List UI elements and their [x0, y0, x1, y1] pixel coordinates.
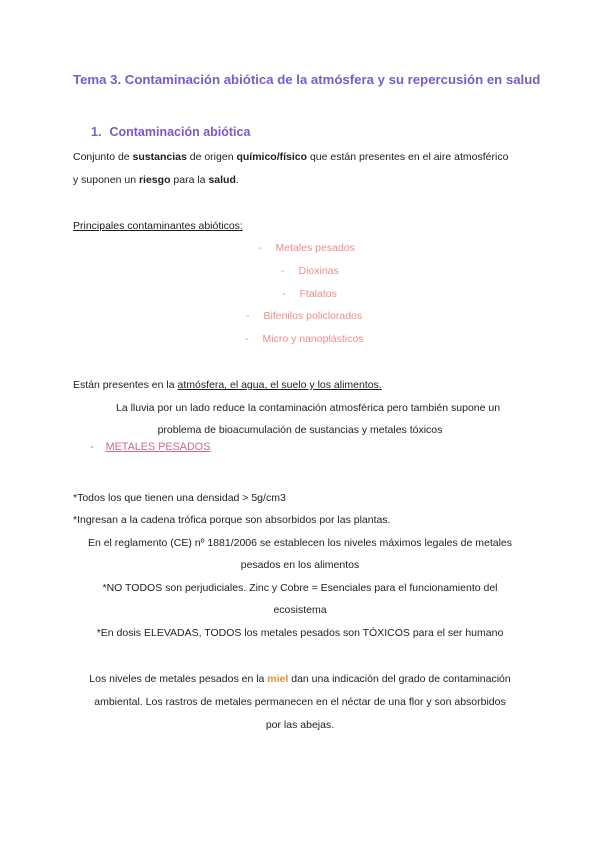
item-text: Micro y nanoplásticos	[262, 333, 364, 345]
dash: -	[90, 441, 94, 453]
list-item	[245, 333, 363, 345]
bold-quimico-fisico: químico/físico	[236, 151, 308, 163]
dash: -	[282, 288, 286, 300]
page-title: Tema 3. Contaminación abiótica de la atmósfera y su repercusión en salud	[73, 72, 541, 87]
metals-doses: *En dosis ELEVADAS, TODOS los metales pesados son TÓXICOS para el ser humano	[96, 627, 504, 639]
text-run: Están presentes en la	[73, 379, 178, 391]
intro-line-1	[73, 151, 508, 163]
list-item	[258, 242, 355, 254]
dash: -	[245, 333, 249, 345]
item-text: Dioxinas	[298, 265, 339, 277]
section-title: Contaminación abiótica	[109, 125, 251, 139]
text-run: para la	[170, 174, 209, 186]
metals-notall-2: ecosistema	[273, 604, 327, 616]
metals-density: *Todos los que tienen una densidad > 5g/cm3	[73, 492, 286, 504]
list-item	[282, 288, 337, 300]
honey-line-3: por las abejas.	[265, 719, 335, 731]
highlight-miel: miel	[267, 673, 289, 685]
section-heading	[91, 125, 250, 139]
text-run: dan una indicación del grado de contaminación	[288, 673, 511, 685]
metals-regulation-1: En el reglamento (CE) nº 1881/2006 se establecen los niveles máximos legales de metales	[87, 537, 513, 549]
item-text: Metales pesados	[275, 242, 355, 254]
text-run: .	[235, 174, 239, 186]
underlined-media: atmósfera, el agua, el suelo y los alimentos.	[177, 379, 382, 391]
item-text: Ftalatos	[299, 288, 337, 300]
bold-riesgo: riesgo	[138, 174, 171, 186]
text-run: Los niveles de metales pesados en la	[89, 673, 268, 685]
metals-heading-text: METALES PESADOS	[105, 441, 211, 453]
text-run: de origen	[186, 151, 237, 163]
presence-line	[73, 379, 382, 391]
metals-heading	[90, 441, 210, 453]
section-number: 1.	[91, 125, 102, 139]
dash: -	[281, 265, 285, 277]
bold-salud: salud	[208, 174, 236, 186]
list-item	[246, 310, 362, 322]
item-text: Bifenilos policlorados	[263, 310, 363, 322]
honey-line-1	[0, 673, 600, 685]
text-run: que están presentes en el aire atmosférico	[307, 151, 509, 163]
intro-line-2	[73, 174, 239, 186]
metals-notall-1: *NO TODOS son perjudiciales. Zinc y Cobre = Esenciales para el funcionamiento del	[102, 582, 498, 594]
rain-line-1: La lluvia por un lado reduce la contaminación atmosférica pero también supone un	[116, 402, 501, 414]
list-item	[281, 265, 339, 277]
metals-regulation-2: pesados en los alimentos	[240, 559, 360, 571]
contaminants-heading: Principales contaminantes abióticos:	[73, 220, 243, 232]
dash: -	[246, 310, 250, 322]
dash: -	[258, 242, 262, 254]
metals-chain: *Ingresan a la cadena trófica porque son absorbidos por las plantas.	[73, 514, 391, 526]
text-run: Conjunto de	[73, 151, 133, 163]
text-run: y suponen un	[73, 174, 139, 186]
rain-line-2: problema de bioacumulación de sustancias y metales tóxicos	[157, 424, 443, 436]
bold-sustancias: sustancias	[132, 151, 187, 163]
honey-line-2: ambiental. Los rastros de metales permanecen en el néctar de una flor y son absorbidos	[94, 696, 506, 708]
